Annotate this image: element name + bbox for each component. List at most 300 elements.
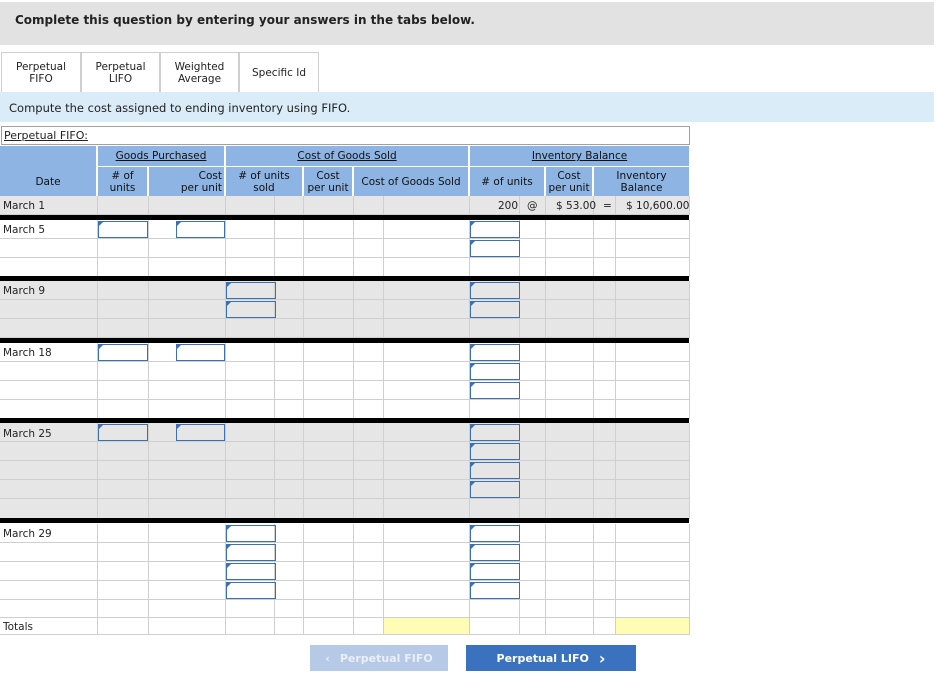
table-cell xyxy=(98,461,149,480)
table-cell xyxy=(384,239,470,258)
table-cell xyxy=(226,499,275,519)
table-cell xyxy=(546,543,594,562)
date-march-9: March 9 xyxy=(3,285,46,297)
table-cell xyxy=(98,281,149,300)
march1-at: @ xyxy=(527,200,538,212)
answer-input[interactable] xyxy=(470,221,520,238)
answer-input[interactable] xyxy=(470,382,520,399)
table-cell xyxy=(0,300,98,319)
table-cell xyxy=(384,319,470,338)
table-cell xyxy=(616,220,690,239)
table-cell xyxy=(546,524,594,543)
table-cell xyxy=(616,400,690,419)
table-cell xyxy=(520,442,546,461)
table-cell xyxy=(594,581,616,600)
table-cell xyxy=(616,362,690,381)
table-cell xyxy=(354,524,384,543)
table-cell xyxy=(226,381,275,400)
chevron-left-icon: ‹ xyxy=(325,651,330,665)
table-cell xyxy=(149,524,226,543)
date-march-18: March 18 xyxy=(3,347,52,359)
table-cell xyxy=(520,319,546,338)
instruction-text: Complete this question by entering your answers in the tabs below. xyxy=(15,13,475,27)
table-cell xyxy=(384,600,470,618)
table-cell xyxy=(226,220,275,239)
table-cell xyxy=(98,524,149,543)
table-cell xyxy=(354,281,384,300)
table-cell xyxy=(275,281,304,300)
table-cell xyxy=(546,562,594,581)
table-cell xyxy=(0,400,98,419)
table-cell xyxy=(98,258,149,277)
table-cell xyxy=(354,581,384,600)
table-cell xyxy=(0,543,98,562)
prev-tab-button[interactable]: ‹ Perpetual FIFO xyxy=(310,645,448,671)
table-cell xyxy=(354,300,384,319)
answer-input[interactable] xyxy=(226,544,276,561)
table-cell xyxy=(98,442,149,461)
table-cell xyxy=(520,618,546,635)
table-cell xyxy=(384,480,470,499)
table-cell xyxy=(0,362,98,381)
table-cell xyxy=(470,499,520,519)
date-march-1: March 1 xyxy=(3,200,46,212)
table-cell xyxy=(354,423,384,442)
section-divider xyxy=(0,338,689,343)
table-cell xyxy=(520,220,546,239)
table-cell xyxy=(616,343,690,362)
table-cell xyxy=(149,362,226,381)
table-cell xyxy=(594,258,616,277)
table-cell xyxy=(354,381,384,400)
table-cell xyxy=(520,562,546,581)
table-cell xyxy=(616,300,690,319)
tab-specific-id[interactable]: Specific Id xyxy=(239,52,319,93)
table-cell xyxy=(0,442,98,461)
table-cell xyxy=(354,400,384,419)
answer-input[interactable] xyxy=(470,462,520,479)
answer-input[interactable] xyxy=(176,424,225,441)
table-cell xyxy=(616,239,690,258)
chevron-right-icon: › xyxy=(598,648,606,668)
table-cell xyxy=(616,461,690,480)
table-cell xyxy=(354,343,384,362)
table-cell xyxy=(0,461,98,480)
header-goods-purchased: Goods Purchased xyxy=(98,146,225,167)
table-cell xyxy=(616,281,690,300)
table-cell xyxy=(594,381,616,400)
table-cell xyxy=(546,220,594,239)
table-cell xyxy=(304,343,354,362)
table-cell xyxy=(275,300,304,319)
table-cell xyxy=(520,343,546,362)
table-cell xyxy=(384,300,470,319)
table-cell xyxy=(546,239,594,258)
table-cell xyxy=(384,543,470,562)
table-cell xyxy=(354,442,384,461)
table-cell xyxy=(520,524,546,543)
table-cell xyxy=(304,239,354,258)
table-cell xyxy=(304,220,354,239)
table-cell xyxy=(275,423,304,442)
tab-weighted-average[interactable]: Weighted Average xyxy=(160,52,239,93)
table-cell xyxy=(98,600,149,618)
table-cell xyxy=(354,499,384,519)
table-cell xyxy=(354,362,384,381)
table-cell xyxy=(616,581,690,600)
table-cell xyxy=(594,281,616,300)
table-cell xyxy=(275,461,304,480)
march1-units: 200 xyxy=(498,200,519,212)
answer-input[interactable] xyxy=(470,363,520,380)
subheading-bar xyxy=(0,92,934,122)
table-cell xyxy=(546,343,594,362)
table-cell xyxy=(594,423,616,442)
table-cell xyxy=(0,319,98,338)
table-cell xyxy=(304,499,354,519)
table-cell xyxy=(149,381,226,400)
table-cell xyxy=(616,442,690,461)
table-cell xyxy=(275,362,304,381)
table-cell xyxy=(384,400,470,419)
table-cell xyxy=(470,319,520,338)
fifo-table xyxy=(0,146,690,636)
table-cell xyxy=(354,319,384,338)
table-cell xyxy=(520,543,546,562)
answer-input[interactable] xyxy=(470,443,520,460)
table-cell xyxy=(98,362,149,381)
answer-input[interactable] xyxy=(98,424,148,441)
table-cell xyxy=(275,442,304,461)
table-cell xyxy=(304,319,354,338)
table-cell xyxy=(304,581,354,600)
table-cell xyxy=(275,196,304,215)
table-cell xyxy=(354,220,384,239)
table-cell xyxy=(354,461,384,480)
table-cell xyxy=(616,524,690,543)
march1-equals: = xyxy=(603,200,612,212)
table-cell xyxy=(149,581,226,600)
table-cell xyxy=(594,343,616,362)
table-cell xyxy=(304,258,354,277)
table-cell xyxy=(226,600,275,618)
table-cell xyxy=(384,381,470,400)
answer-input[interactable] xyxy=(470,544,520,561)
table-cell xyxy=(594,480,616,499)
table-cell xyxy=(520,480,546,499)
table-cell xyxy=(0,239,98,258)
table-cell xyxy=(546,581,594,600)
table-cell xyxy=(594,220,616,239)
table-cell xyxy=(384,423,470,442)
answer-input[interactable] xyxy=(98,221,148,238)
table-cell xyxy=(546,618,594,635)
answer-input[interactable] xyxy=(176,221,225,238)
table-cell xyxy=(275,381,304,400)
table-cell xyxy=(98,581,149,600)
header-ib-units: # of units xyxy=(470,167,545,196)
answer-input[interactable] xyxy=(470,344,520,361)
table-cell xyxy=(304,442,354,461)
table-cell xyxy=(384,258,470,277)
table-cell xyxy=(384,343,470,362)
answer-input[interactable] xyxy=(226,582,276,599)
table-cell xyxy=(0,581,98,600)
table-cell xyxy=(304,381,354,400)
table-cell xyxy=(0,562,98,581)
answer-input[interactable] xyxy=(470,240,520,257)
table-cell xyxy=(520,600,546,618)
table-cell xyxy=(304,300,354,319)
table-cell xyxy=(275,400,304,419)
table-cell xyxy=(594,499,616,519)
answer-input[interactable] xyxy=(470,525,520,542)
table-cell xyxy=(546,319,594,338)
table-cell xyxy=(98,196,149,215)
table-cell xyxy=(275,239,304,258)
section-divider xyxy=(0,276,689,281)
table-cell xyxy=(384,562,470,581)
table-cell xyxy=(98,239,149,258)
table-cell xyxy=(275,319,304,338)
header-ib-balance: Inventory Balance xyxy=(594,167,689,196)
table-cell xyxy=(354,239,384,258)
table-cell xyxy=(384,442,470,461)
table-cell xyxy=(520,362,546,381)
header-cogs-total: Cost of Goods Sold xyxy=(354,167,469,196)
next-tab-button[interactable]: Perpetual LIFO › xyxy=(466,645,636,671)
table-cell xyxy=(384,524,470,543)
table-cell xyxy=(546,281,594,300)
table-cell xyxy=(354,618,384,635)
table-cell xyxy=(304,461,354,480)
answer-input[interactable] xyxy=(470,582,520,599)
table-cell xyxy=(149,543,226,562)
table-cell xyxy=(275,581,304,600)
table-cell xyxy=(594,319,616,338)
table-cell xyxy=(470,618,520,635)
table-cell xyxy=(354,543,384,562)
table-cell xyxy=(304,196,354,215)
table-cell xyxy=(616,543,690,562)
table-cell xyxy=(149,499,226,519)
answer-input[interactable] xyxy=(226,301,276,318)
header-inventory-balance: Inventory Balance xyxy=(470,146,689,167)
table-cell xyxy=(149,319,226,338)
answer-input[interactable] xyxy=(226,525,276,542)
table-title-box xyxy=(1,126,690,145)
table-cell xyxy=(546,480,594,499)
table-cell xyxy=(520,258,546,277)
answer-input[interactable] xyxy=(470,424,520,441)
table-cell xyxy=(304,600,354,618)
date-march-5: March 5 xyxy=(3,224,46,236)
table-cell xyxy=(470,600,520,618)
table-cell xyxy=(384,281,470,300)
table-cell xyxy=(0,499,98,519)
table-cell xyxy=(304,400,354,419)
table-cell xyxy=(470,400,520,419)
table-cell xyxy=(384,362,470,381)
table-cell xyxy=(275,499,304,519)
table-cell xyxy=(616,480,690,499)
table-cell xyxy=(546,461,594,480)
table-cell xyxy=(149,400,226,419)
table-cell xyxy=(275,343,304,362)
table-cell xyxy=(546,258,594,277)
answer-input[interactable] xyxy=(470,301,520,318)
answer-input[interactable] xyxy=(226,282,276,299)
header-cogs-cost: Cost per unit xyxy=(304,167,353,196)
table-cell xyxy=(149,442,226,461)
table-cell xyxy=(354,196,384,215)
table-cell xyxy=(594,362,616,381)
march1-cost: $ 53.00 xyxy=(556,200,597,212)
table-cell xyxy=(384,499,470,519)
answer-input[interactable] xyxy=(470,563,520,580)
tab-perpetual-lifo[interactable]: Perpetual LIFO xyxy=(81,52,160,93)
table-cell xyxy=(98,499,149,519)
table-cell xyxy=(546,423,594,442)
table-cell xyxy=(520,423,546,442)
table-cell xyxy=(0,381,98,400)
table-cell xyxy=(98,480,149,499)
table-cell xyxy=(149,600,226,618)
table-cell xyxy=(275,524,304,543)
table-cell xyxy=(304,618,354,635)
table-cell xyxy=(520,300,546,319)
table-cell xyxy=(594,442,616,461)
table-cell xyxy=(226,362,275,381)
table-cell xyxy=(546,442,594,461)
table-cell xyxy=(594,461,616,480)
table-cell xyxy=(546,362,594,381)
table-cell xyxy=(226,423,275,442)
table-cell xyxy=(384,618,470,635)
table-cell xyxy=(226,239,275,258)
table-cell xyxy=(226,319,275,338)
table-cell xyxy=(275,562,304,581)
table-cell xyxy=(98,562,149,581)
table-cell xyxy=(275,618,304,635)
table-title: Perpetual FIFO: xyxy=(4,129,88,142)
table-cell xyxy=(98,319,149,338)
header-gp-units: # of units xyxy=(98,167,148,196)
table-cell xyxy=(354,258,384,277)
header-cogs-units: # of units sold xyxy=(226,167,303,196)
table-cell xyxy=(98,618,149,635)
answer-input[interactable] xyxy=(98,344,148,361)
table-cell xyxy=(149,300,226,319)
table-cell xyxy=(275,220,304,239)
table-cell xyxy=(354,562,384,581)
table-cell xyxy=(149,258,226,277)
table-cell xyxy=(520,461,546,480)
answer-input[interactable] xyxy=(470,481,520,498)
table-cell xyxy=(594,600,616,618)
table-cell xyxy=(520,281,546,300)
date-march-29: March 29 xyxy=(3,528,52,540)
table-cell xyxy=(594,300,616,319)
table-cell xyxy=(520,581,546,600)
date-march-25: March 25 xyxy=(3,428,52,440)
section-divider xyxy=(0,418,689,423)
table-cell xyxy=(616,423,690,442)
table-cell xyxy=(594,239,616,258)
table-cell xyxy=(304,480,354,499)
table-cell xyxy=(98,400,149,419)
table-cell xyxy=(226,442,275,461)
table-cell xyxy=(546,600,594,618)
table-cell xyxy=(149,480,226,499)
header-cost-of-goods-sold: Cost of Goods Sold xyxy=(226,146,469,167)
march1-balance: $ 10,600.00 xyxy=(626,200,690,212)
table-cell xyxy=(304,562,354,581)
table-cell xyxy=(616,562,690,581)
table-cell xyxy=(384,581,470,600)
table-cell xyxy=(384,461,470,480)
table-cell xyxy=(226,480,275,499)
table-cell xyxy=(149,281,226,300)
table-cell xyxy=(149,239,226,258)
table-cell xyxy=(226,196,275,215)
table-cell xyxy=(149,196,226,215)
table-cell xyxy=(304,423,354,442)
table-cell xyxy=(98,543,149,562)
table-cell xyxy=(354,600,384,618)
table-cell xyxy=(470,258,520,277)
table-cell xyxy=(616,600,690,618)
totals-label: Totals xyxy=(3,621,33,633)
table-cell xyxy=(98,381,149,400)
table-cell xyxy=(594,562,616,581)
table-cell xyxy=(275,480,304,499)
table-cell xyxy=(304,524,354,543)
table-cell xyxy=(304,543,354,562)
table-cell xyxy=(149,562,226,581)
table-cell xyxy=(0,600,98,618)
section-divider xyxy=(0,518,689,523)
table-cell xyxy=(354,480,384,499)
table-cell xyxy=(520,400,546,419)
header-gp-cost: Cost per unit xyxy=(149,167,225,196)
table-cell xyxy=(546,381,594,400)
table-cell xyxy=(98,300,149,319)
answer-input[interactable] xyxy=(176,344,225,361)
table-cell xyxy=(275,258,304,277)
table-cell xyxy=(546,499,594,519)
table-cell xyxy=(275,600,304,618)
table-cell xyxy=(616,258,690,277)
table-cell xyxy=(616,319,690,338)
table-cell xyxy=(149,618,226,635)
table-cell xyxy=(226,343,275,362)
table-cell xyxy=(384,196,470,215)
table-cell xyxy=(226,618,275,635)
subheading-text: Compute the cost assigned to ending inventory using FIFO. xyxy=(9,101,351,115)
answer-input[interactable] xyxy=(226,563,276,580)
header-ib-cost: Cost per unit xyxy=(546,167,593,196)
table-cell xyxy=(226,461,275,480)
section-divider xyxy=(0,215,689,220)
header-date: Date xyxy=(0,146,97,196)
table-cell xyxy=(520,239,546,258)
tab-perpetual-fifo[interactable]: Perpetual FIFO xyxy=(1,52,81,93)
table-cell xyxy=(594,400,616,419)
answer-input[interactable] xyxy=(470,282,520,299)
table-cell xyxy=(0,480,98,499)
table-cell xyxy=(275,543,304,562)
